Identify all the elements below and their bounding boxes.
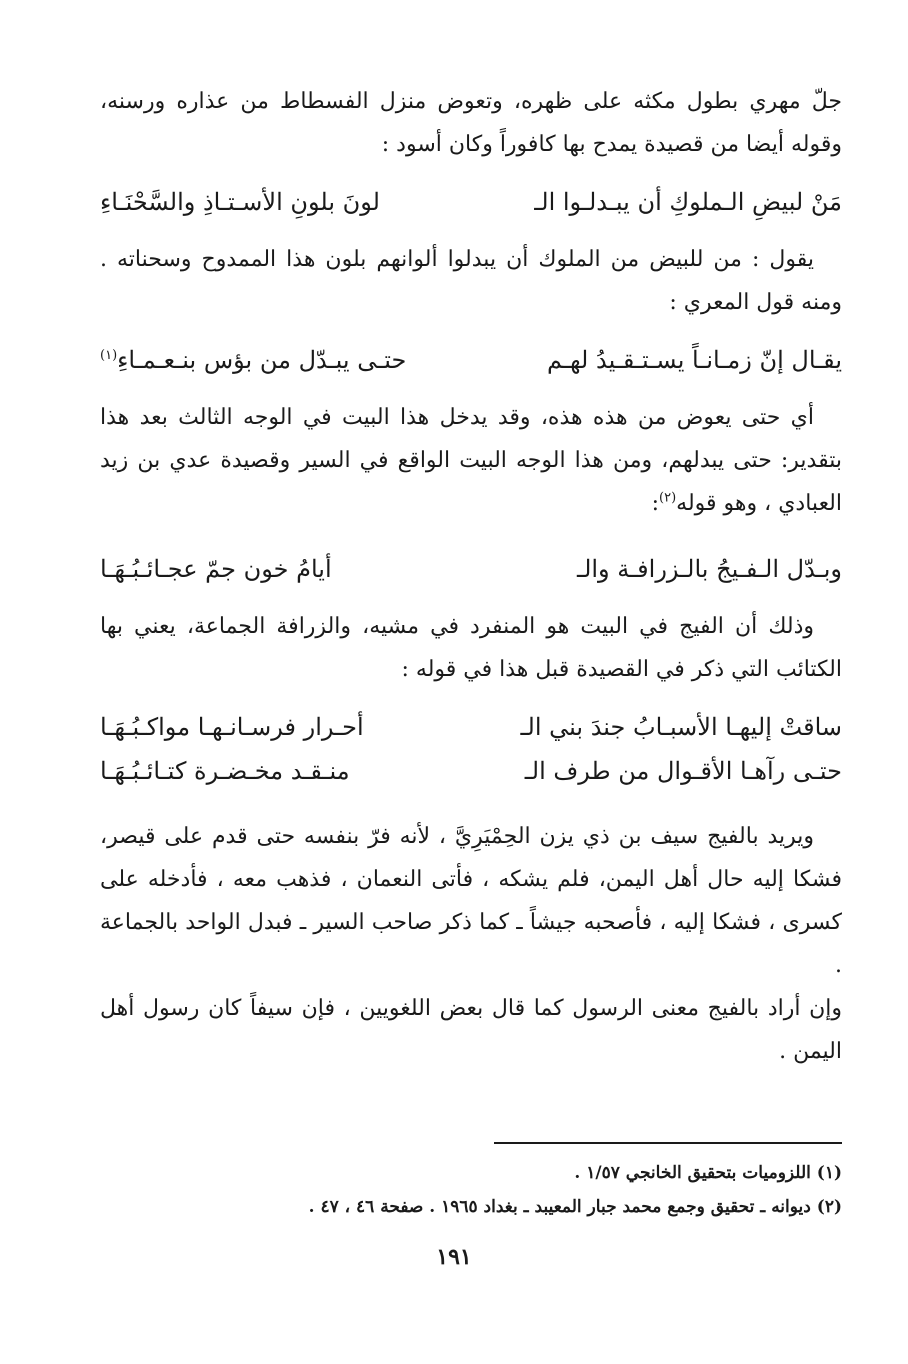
verse-3-second-hemistich: أيامُ خون جمّ عجـائـبُـهَـا [100, 555, 332, 583]
paragraph-3-text: أي حتى يعوض من هذه هذه، وقد يدخل هذا البيت في الوجه الثالث بعد هذا بتقدير: حتى يبدلهم، ومن هذا الوجه البيت الواقع في السير وقصيدة عدي بن زيد العبادي ، وهو قوله [100, 405, 842, 516]
verse-2-first-hemistich: يقـال إنّ زمـانـاً يسـتـقـيدُ لهـم [546, 346, 842, 374]
verse-5 [100, 749, 842, 793]
verse-1-second-hemistich: لونَ بلونِ الأسـتـاذِ والسَّحْنَـاءِ [100, 188, 380, 216]
footnotes [100, 1156, 842, 1224]
footnote-2: (٢) ديوانه ـ تحقيق وجمع محمد جبار المعيبد ـ بغداد ١٩٦٥ . صفحة ٤٦ ، ٤٧ . [308, 1197, 842, 1217]
page-body [100, 80, 842, 1073]
footnote-1: (١) اللزوميات بتحقيق الخانجي ١/٥٧ . [574, 1163, 842, 1183]
verse-2-second-text: حتـى يبـدّل من بؤس بنـعـمـاءِ [117, 346, 407, 374]
footnote-ref-1: (١) [100, 348, 118, 363]
verse-3-first-hemistich: وبـدّل الـفـيجُ بالـزرافـة والـ [577, 555, 842, 583]
verse-1-first-hemistich: مَنْ لبيضِ الـملوكِ أن يبـدلـوا الـ [534, 188, 842, 216]
paragraph-2: يقول : من للبيض من الملوك أن يبدلوا ألوانهم بلون هذا الممدوح وسحناته . ومنه قول المعري : [100, 247, 842, 315]
verse-2 [100, 338, 842, 382]
verse-3 [100, 547, 842, 591]
verse-4-first-hemistich: ساقتْ إليهـا الأسبـابُ جندَ بني الـ [520, 713, 842, 741]
verse-5-first-hemistich: حتـى رآهـا الأقـوال من طرف الـ [524, 757, 842, 785]
footnote-divider [494, 1142, 842, 1144]
verse-1 [100, 180, 842, 224]
paragraph-5: ويريد بالفيج سيف بن ذي يزن الحِمْيَرِيَّ ، لأنه فرّ بنفسه حتى قدم على قيصر، فشكا إليه حال أهل اليمن، فلم يشكه ، فأتى النعمان ، فذهب معه ، فأدخله على كسرى ، فشكا إليه ، فأصحبه جيشاً ـ كما ذكر صاحب السير ـ فبدل الواحد بالجماعة . [100, 824, 842, 978]
verse-4 [100, 705, 842, 749]
paragraph-6: وإن أراد بالفيج معنى الرسول كما قال بعض اللغويين ، فإن سيفاً كان رسول أهل اليمن . [100, 996, 842, 1064]
paragraph-1: جلّ مهري بطول مكثه على ظهره، وتعوض منزل الفسطاط من عذاره ورسنه، وقوله أيضا من قصيدة يمدح بها كافوراً وكان أسود : [100, 89, 842, 157]
paragraph-4: وذلك أن الفيج في البيت هو المنفرد في مشيه، والزرافة الجماعة، يعني بها الكتائب التي ذكر في القصيدة قبل هذا في قوله : [100, 614, 842, 682]
verse-2-second-hemistich [100, 338, 471, 382]
paragraph-3-colon: : [651, 491, 660, 516]
verse-4-second-hemistich: أحـرار فرسـانـهـا مواكـبُـهَـا [100, 713, 364, 741]
verse-5-second-hemistich: منـقـد مخـضـرة كتـائـبُـهَـا [100, 757, 350, 785]
footnote-ref-2: (٢) [659, 490, 677, 506]
page-number: ١٩١ [436, 1244, 472, 1270]
paragraph-3 [100, 396, 842, 525]
